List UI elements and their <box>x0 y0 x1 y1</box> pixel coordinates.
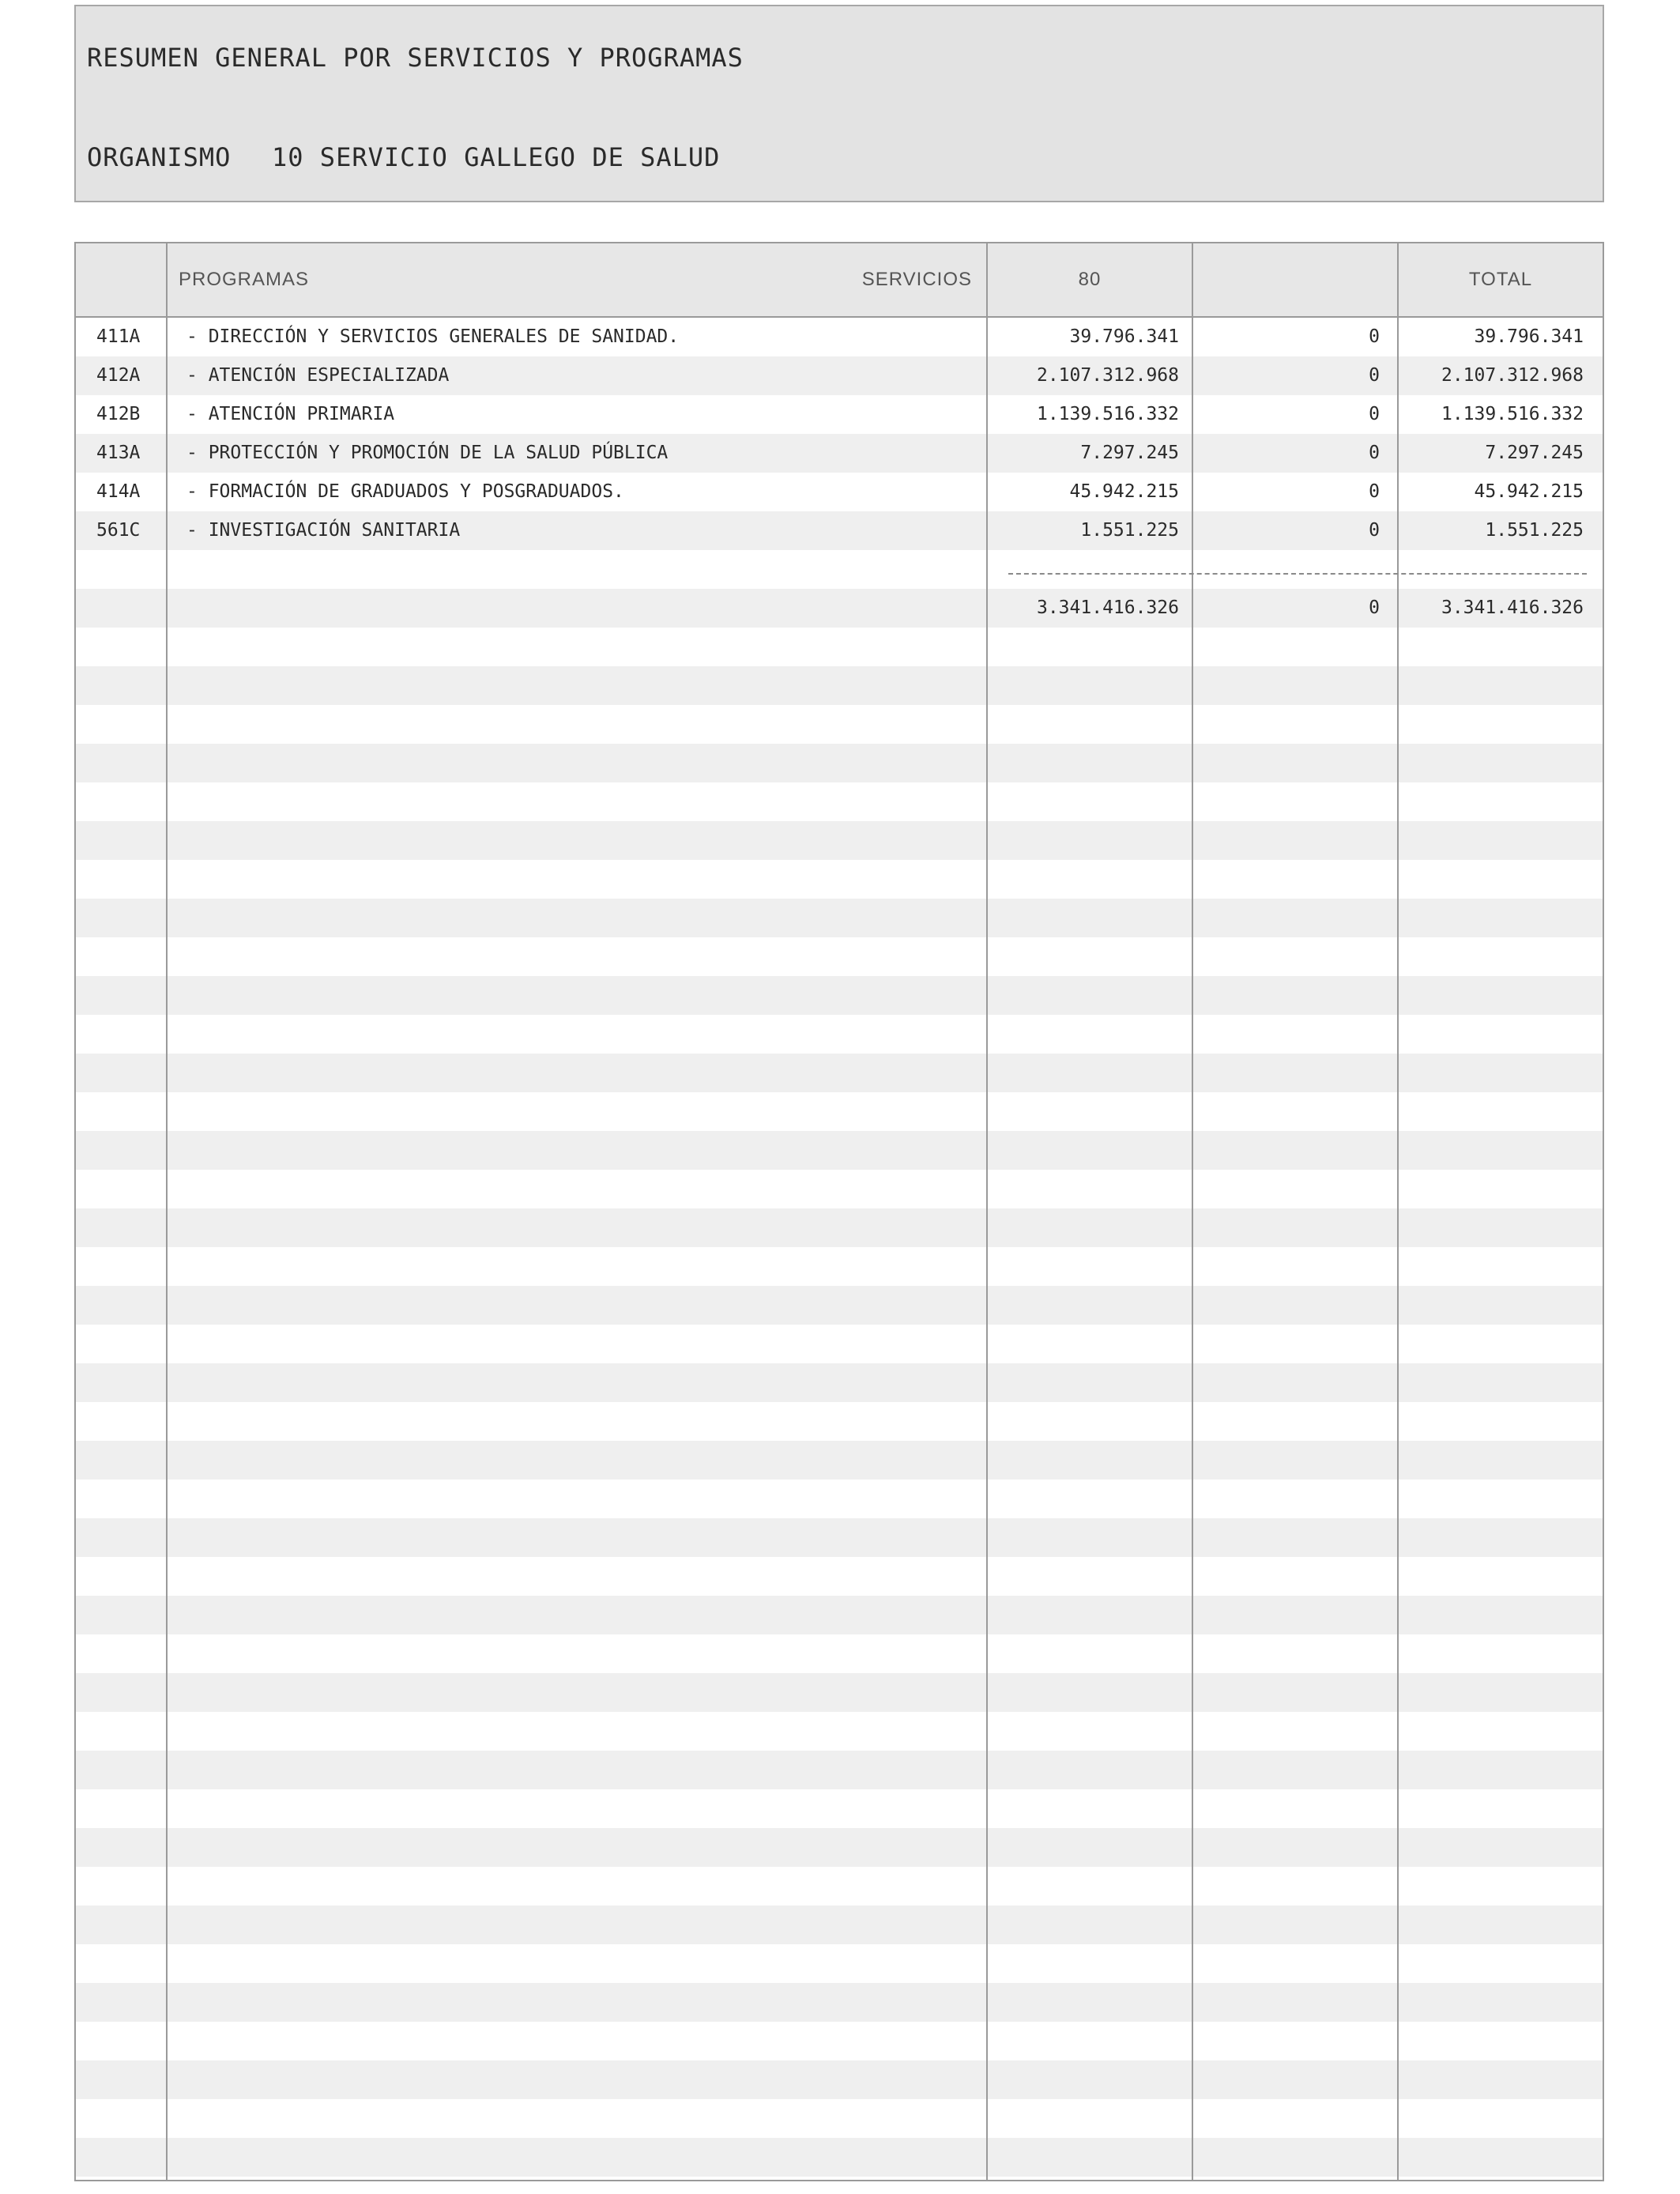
value-80: 1.551.225 <box>1080 520 1179 541</box>
row-stripe <box>76 899 1603 937</box>
table-row <box>76 356 1603 395</box>
row-stripe <box>76 1286 1603 1325</box>
value-80: 45.942.215 <box>1069 481 1179 502</box>
table-header <box>76 243 1603 318</box>
total-mid: 0 <box>1369 598 1380 618</box>
value-80: 7.297.245 <box>1080 443 1179 463</box>
row-stripe <box>76 1131 1603 1170</box>
header-col-mid <box>1193 243 1397 316</box>
summary-table <box>74 242 1604 2181</box>
value-total: 7.297.245 <box>1485 443 1584 463</box>
program-code: 412B <box>96 404 141 424</box>
total-80: 3.341.416.326 <box>1036 598 1179 618</box>
header-total: TOTAL <box>1468 269 1533 290</box>
value-80: 2.107.312.968 <box>1036 365 1179 386</box>
program-code: 414A <box>96 481 141 502</box>
organismo-value: 10 SERVICIO GALLEGO DE SALUD <box>272 142 721 172</box>
program-name: - PROTECCIÓN Y PROMOCIÓN DE LA SALUD PÚBLICA <box>186 443 669 463</box>
program-code: 411A <box>96 326 141 347</box>
value-total: 39.796.341 <box>1474 326 1584 347</box>
row-stripe <box>76 1751 1603 1789</box>
header-programas: PROGRAMAS <box>179 269 310 290</box>
program-name: - ATENCIÓN PRIMARIA <box>186 404 395 424</box>
header-col-80: 80 <box>1078 269 1102 290</box>
table-row <box>76 434 1603 473</box>
program-name: - ATENCIÓN ESPECIALIZADA <box>186 365 450 386</box>
row-stripe <box>76 2060 1603 2099</box>
program-code: 412A <box>96 365 141 386</box>
totals-row <box>76 589 1603 628</box>
row-stripe <box>76 1208 1603 1247</box>
row-stripe <box>76 821 1603 860</box>
row-stripe <box>76 2138 1603 2177</box>
row-stripe <box>76 976 1603 1015</box>
value-mid: 0 <box>1369 326 1380 347</box>
value-total: 1.551.225 <box>1485 520 1584 541</box>
table-row <box>76 318 1603 356</box>
value-80: 39.796.341 <box>1069 326 1179 347</box>
row-stripe <box>76 666 1603 705</box>
table-row <box>76 473 1603 511</box>
program-name: - DIRECCIÓN Y SERVICIOS GENERALES DE SANIDAD. <box>186 326 680 347</box>
row-stripe <box>76 1363 1603 1402</box>
value-80: 1.139.516.332 <box>1036 404 1179 424</box>
row-stripe <box>76 1441 1603 1480</box>
row-stripe <box>76 1596 1603 1634</box>
value-total: 2.107.312.968 <box>1441 365 1584 386</box>
value-total: 45.942.215 <box>1474 481 1584 502</box>
total-separator <box>1008 573 1587 575</box>
value-mid: 0 <box>1369 520 1380 541</box>
row-stripe <box>76 1906 1603 1944</box>
program-code: 561C <box>96 520 141 541</box>
row-stripe <box>76 1673 1603 1712</box>
value-mid: 0 <box>1369 443 1380 463</box>
header-servicios: SERVICIOS <box>861 269 972 290</box>
report-title: RESUMEN GENERAL POR SERVICIOS Y PROGRAMAS <box>87 43 744 73</box>
row-stripe <box>76 744 1603 782</box>
grand-total: 3.341.416.326 <box>1441 598 1584 618</box>
program-name: - FORMACIÓN DE GRADUADOS Y POSGRADUADOS. <box>186 481 624 502</box>
row-stripe <box>76 1983 1603 2022</box>
program-code: 413A <box>96 443 141 463</box>
organismo-line <box>87 142 720 172</box>
organismo-label: ORGANISMO <box>87 142 232 172</box>
row-stripe <box>76 1828 1603 1867</box>
value-mid: 0 <box>1369 365 1380 386</box>
value-mid: 0 <box>1369 404 1380 424</box>
row-stripe <box>76 1518 1603 1557</box>
program-name: - INVESTIGACIÓN SANITARIA <box>186 520 461 541</box>
value-mid: 0 <box>1369 481 1380 502</box>
value-total: 1.139.516.332 <box>1441 404 1584 424</box>
table-row <box>76 395 1603 434</box>
row-stripe <box>76 1054 1603 1092</box>
report-header <box>74 5 1604 202</box>
table-row <box>76 511 1603 550</box>
